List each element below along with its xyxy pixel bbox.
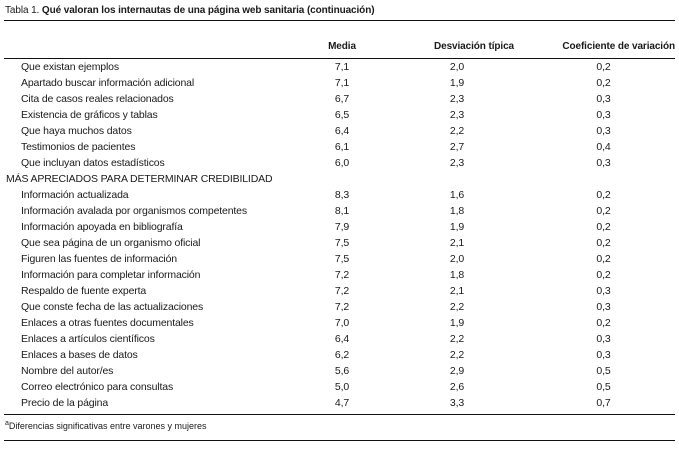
desviacion-value: 1,6 <box>449 189 465 201</box>
section-header-row <box>4 171 675 187</box>
table-row <box>4 315 675 331</box>
coeficiente-value: 0,2 <box>596 189 611 201</box>
desviacion-value: 1,9 <box>449 77 465 89</box>
media-value: 7,2 <box>334 269 350 281</box>
table-caption <box>4 0 675 21</box>
coeficiente-value: 0,3 <box>596 285 611 297</box>
desviacion-value: 2,3 <box>449 93 465 105</box>
table-row <box>4 139 675 155</box>
desviacion-value: 2,7 <box>449 141 465 153</box>
media-value: 6,4 <box>334 333 350 345</box>
desviacion-value: 2,9 <box>449 365 465 377</box>
coeficiente-value: 0,3 <box>596 125 611 137</box>
table-row <box>4 251 675 267</box>
media-value: 7,5 <box>334 253 350 265</box>
table-row <box>4 123 675 139</box>
table-row <box>4 363 675 379</box>
coeficiente-value: 0,2 <box>596 317 611 329</box>
media-value: 7,9 <box>334 221 350 233</box>
table-caption-prefix: Tabla 1. <box>5 5 40 16</box>
row-label: Figuren las fuentes de información <box>21 253 177 265</box>
item-column-header <box>4 41 294 59</box>
coeficiente-value: 0,2 <box>596 77 611 89</box>
table-row <box>4 299 675 315</box>
table-row <box>4 75 675 91</box>
coeficiente-value: 0,5 <box>596 365 611 377</box>
desviacion-value: 3,3 <box>449 397 465 409</box>
coeficiente-value: 0,4 <box>596 141 611 153</box>
media-value: 7,2 <box>334 301 350 313</box>
table-row <box>4 331 675 347</box>
row-label: Que incluyan datos estadísticos <box>21 157 165 169</box>
table-header <box>4 41 675 59</box>
table-row <box>4 267 675 283</box>
coeficiente-value: 0,3 <box>596 333 611 345</box>
table-row <box>4 219 675 235</box>
row-label: Respaldo de fuente experta <box>21 285 147 297</box>
row-label: Que existan ejemplos <box>21 61 119 73</box>
table-body <box>4 59 675 412</box>
desviacion-value: 2,2 <box>449 349 465 361</box>
coeficiente-value: 0,3 <box>596 157 611 169</box>
media-value: 7,5 <box>334 237 350 249</box>
row-label: Apartado buscar información adicional <box>21 77 195 89</box>
row-label: Correo electrónico para consultas <box>21 381 174 393</box>
desviacion-value: 1,8 <box>449 205 465 217</box>
table-row <box>4 395 675 411</box>
desviacion-value: 2,2 <box>449 125 465 137</box>
row-label: Que sea página de un organismo oficial <box>21 237 201 249</box>
coeficiente-value: 0,2 <box>596 269 611 281</box>
desviacion-value: 2,2 <box>449 301 465 313</box>
row-label: Testimonios de pacientes <box>21 141 136 153</box>
table-footnote <box>4 414 675 441</box>
row-label: Información apoyada en bibliografía <box>21 221 183 233</box>
media-value: 6,7 <box>334 93 350 105</box>
media-value: 7,1 <box>334 77 350 89</box>
table-row <box>4 203 675 219</box>
desviacion-value: 2,0 <box>449 253 465 265</box>
table-row <box>4 155 675 171</box>
coeficiente-value: 0,2 <box>596 221 611 233</box>
table-row <box>4 283 675 299</box>
row-label: Información actualizada <box>21 189 129 201</box>
desviacion-value: 2,3 <box>449 109 465 121</box>
desviacion-value: 2,2 <box>449 333 465 345</box>
media-value: 6,2 <box>334 349 350 361</box>
desviacion-value: 2,3 <box>449 157 465 169</box>
coeficiente-value: 0,2 <box>596 205 611 217</box>
table-row <box>4 187 675 203</box>
desviacion-value: 2,1 <box>449 237 465 249</box>
row-label: Existencia de gráficos y tablas <box>21 109 158 121</box>
media-column-header: Media <box>294 41 390 59</box>
media-value: 8,3 <box>334 189 350 201</box>
table-row <box>4 379 675 395</box>
coeficiente-value: 0,3 <box>596 301 611 313</box>
row-label: Enlaces a artículos científicos <box>21 333 155 345</box>
desviacion-value: 1,9 <box>449 317 465 329</box>
table-row <box>4 91 675 107</box>
section-header-label: MÁS APRECIADOS PARA DETERMINAR CREDIBILIDAD <box>6 173 273 185</box>
row-label: Enlaces a bases de datos <box>21 349 138 361</box>
row-label: Precio de la página <box>21 397 109 409</box>
coeficiente-column-header: Coeficiente de variación <box>558 41 675 59</box>
desviacion-value: 2,6 <box>449 381 465 393</box>
footnote-text: Diferencias significativas entre varones y mujeres <box>8 421 207 431</box>
media-value: 6,0 <box>334 157 350 169</box>
media-value: 7,2 <box>334 285 350 297</box>
desviacion-value: 2,0 <box>449 61 465 73</box>
row-label: Que conste fecha de las actualizaciones <box>21 301 204 313</box>
data-table <box>4 41 675 411</box>
coeficiente-value: 0,3 <box>596 349 611 361</box>
coeficiente-value: 0,3 <box>596 109 611 121</box>
media-value: 7,0 <box>334 317 350 329</box>
table-row <box>4 59 675 76</box>
coeficiente-value: 0,2 <box>596 237 611 249</box>
table-caption-title: Qué valoran los internautas de una página web sanitaria (continuación) <box>41 5 375 16</box>
row-label: Cita de casos reales relacionados <box>21 93 174 105</box>
footnote-marker: a <box>5 420 9 427</box>
coeficiente-value: 0,2 <box>596 61 611 73</box>
coeficiente-value: 0,7 <box>596 397 611 409</box>
coeficiente-value: 0,2 <box>596 253 611 265</box>
media-value: 6,4 <box>334 125 350 137</box>
table-header-row <box>4 41 675 59</box>
desviacion-value: 1,9 <box>449 221 465 233</box>
row-label: Información avalada por organismos competentes <box>21 205 247 217</box>
desviacion-value: 2,1 <box>449 285 465 297</box>
row-label: Información para completar información <box>21 269 201 281</box>
row-label: Enlaces a otras fuentes documentales <box>21 317 194 329</box>
row-label: Que haya muchos datos <box>21 125 132 137</box>
media-value: 7,1 <box>334 61 350 73</box>
media-value: 5,0 <box>334 381 350 393</box>
table-row <box>4 107 675 123</box>
media-value: 6,5 <box>334 109 350 121</box>
row-label: Nombre del autor/es <box>21 365 114 377</box>
table-row <box>4 347 675 363</box>
coeficiente-value: 0,5 <box>596 381 611 393</box>
media-value: 6,1 <box>334 141 350 153</box>
media-value: 4,7 <box>334 397 350 409</box>
desviacion-value: 1,8 <box>449 269 465 281</box>
media-value: 5,6 <box>334 365 350 377</box>
desviacion-column-header: Desviación típica <box>390 41 558 59</box>
media-value: 8,1 <box>334 205 350 217</box>
coeficiente-value: 0,3 <box>596 93 611 105</box>
table-row <box>4 235 675 251</box>
